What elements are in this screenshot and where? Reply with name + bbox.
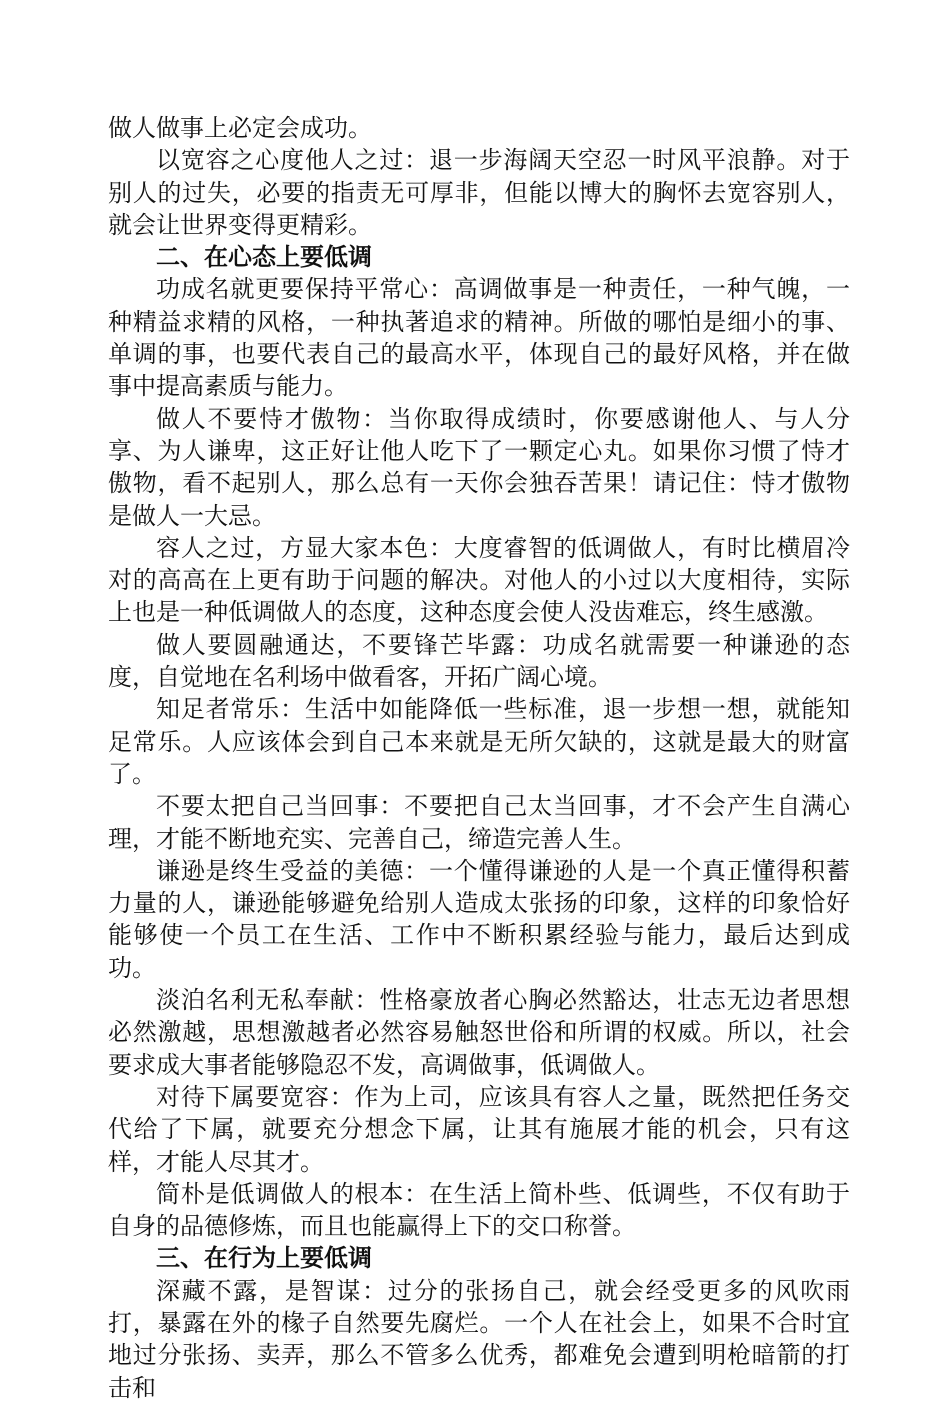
- paragraph-mindset-6: 不要太把自己当回事：不要把自己太当回事，才不会产生自满心理，才能不断地充实、完善自己，缔造完善人生。: [108, 792, 850, 853]
- paragraph-mindset-4: 做人要圆融通达，不要锋芒毕露：功成名就需要一种谦逊的态度，自觉地在名利场中做看客，开拓广阔心境。: [108, 630, 850, 692]
- paragraph-mindset-7: 谦逊是终生受益的美德：一个懂得谦逊的人是一个真正懂得积蓄力量的人，谦逊能够避免给别人造成太张扬的印象，这样的印象恰好能够使一个员工在生活、工作中不断积累经验与能力，最后达到成功。: [108, 856, 850, 982]
- paragraph-mindset-3: 容人之过，方显大家本色：大度睿智的低调做人，有时比横眉冷对的高高在上更有助于问题的解决。对他人的小过以大度相待，实际上也是一种低调做人的态度，这种态度会使人没齿难忘，终生感激。: [108, 533, 850, 627]
- document-page: [108, 112, 850, 1404]
- paragraph-continuation: 做人做事上必定会成功。: [108, 114, 372, 142]
- paragraph-mindset-10: 简朴是低调做人的根本：在生活上简朴些、低调些，不仅有助于自身的品德修炼，而且也能赢得上下的交口称誉。: [108, 1179, 850, 1241]
- paragraph-behavior-1: 深藏不露，是智谋：过分的张扬自己，就会经受更多的风吹雨打，暴露在外的椽子自然要先腐烂。一个人在社会上，如果不合时宜地过分张扬、卖弄，那么不管多么优秀，都难免会遭到明枪暗箭的打击和: [108, 1276, 850, 1402]
- paragraph-tolerance: 以宽容之心度他人之过：退一步海阔天空忍一时风平浪静。对于别人的过失，必要的指责无可厚非，但能以博大的胸怀去宽容别人，就会让世界变得更精彩。: [108, 146, 850, 239]
- paragraph-mindset-8: 淡泊名利无私奉献：性格豪放者心胸必然豁达，壮志无边者思想必然激越，思想激越者必然容易触怒世俗和所谓的权威。所以，社会要求成大事者能够隐忍不发，高调做事，低调做人。: [108, 986, 850, 1079]
- paragraph-mindset-5: 知足者常乐：生活中如能降低一些标准，退一步想一想，就能知足常乐。人应该体会到自己本来就是无所欠缺的，这就是最大的财富了。: [108, 695, 850, 788]
- section-heading-mindset: 二、在心态上要低调: [156, 243, 372, 272]
- section-heading-behavior: 三、在行为上要低调: [156, 1244, 372, 1273]
- paragraph-mindset-9: 对待下属要宽容：作为上司，应该具有容人之量，既然把任务交代给了下属，就要充分想念下属，让其有施展才能的机会，只有这样，才能人尽其才。: [108, 1082, 850, 1176]
- paragraph-mindset-2: 做人不要恃才傲物：当你取得成绩时，你要感谢他人、与人分享、为人谦卑，这正好让他人吃下了一颗定心丸。如果你习惯了恃才傲物，看不起别人，那么总有一天你会独吞苦果！请记住：恃才傲物是做人一大忌。: [108, 404, 850, 530]
- paragraph-mindset-1: 功成名就更要保持平常心：高调做事是一种责任，一种气魄，一种精益求精的风格，一种执著追求的精神。所做的哪怕是细小的事、单调的事，也要代表自己的最高水平，体现自己的最好风格，并在做事中提高素质与能力。: [108, 275, 850, 401]
